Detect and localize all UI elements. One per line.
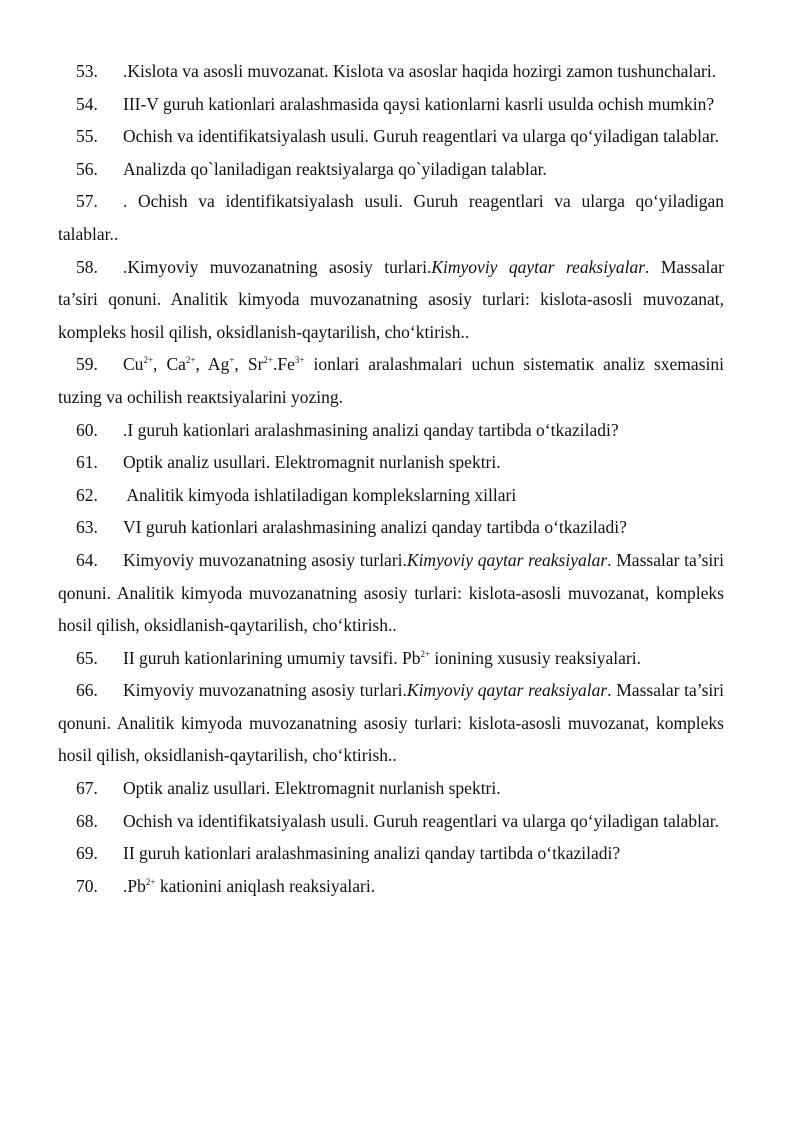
question-number: 70. [76,875,98,896]
question-item [58,870,724,903]
question-text: Analizda qo`laniladigan reaktsiyalarga qo`yiladigan talablar. [123,158,547,179]
question-text: . Massalar ta’siri qonuni. Analitik kimyoda muvozanatning asosiy turlari: kislota-asosli muvozanat, kompleks hosil qilish, oksidlanish-qaytarilish, cho‘ktirish.. [58,549,724,636]
question-item [58,642,724,675]
question-item [58,348,724,413]
italic-text: Kimyoviy qaytar reaksiyalar [406,680,608,701]
question-item [58,837,724,870]
charge-superscript: 2+ [420,648,431,659]
question-item [58,88,724,121]
question-number: 68. [76,810,98,831]
question-number: 55. [76,126,98,147]
question-text: .I guruh kationlari aralashmasining analizi qanday tartibda o‘tkaziladi? [123,419,619,440]
question-text: .Kislota va asosli muvozanat. Kislota va asoslar haqida hozirgi zamon tushunchalari. [123,61,717,81]
question-text: Ochish va identifikatsiyalash usuli. Guruh reagentlari va ularga qo‘yiladigan talablar. [123,810,719,831]
question-text: Ochish va identifikatsiyalash usuli. Guruh reagentlari va ularga qo‘yiladigan talablar. [123,126,719,147]
question-item [58,544,724,642]
question-number: 58. [76,256,98,277]
question-number: 57. [76,191,98,212]
question-item [58,414,724,447]
question-number: 69. [76,843,98,864]
question-number: 53. [76,61,98,81]
question-number: 60. [76,419,98,440]
question-item [58,120,724,153]
question-item [58,772,724,805]
question-text: Cu [123,354,144,375]
question-text: .Pb [123,875,146,896]
question-text: , Sr [234,354,264,375]
question-text: Optik analiz usullari. Elektromagnit nurlanish spektri. [123,452,501,473]
question-item [58,251,724,349]
question-item [58,153,724,186]
question-item [58,55,724,88]
question-text: II guruh kationlari aralashmasining analizi qanday tartibda o‘tkaziladi? [123,843,621,864]
question-number: 67. [76,778,98,799]
question-list [58,55,724,902]
question-item [58,511,724,544]
question-number: 66. [76,680,98,701]
question-text: ionining xususiy reaksiyalari. [430,647,641,668]
question-text: Kimyoviy muvozanatning asosiy turlari. [123,680,407,701]
question-number: 61. [76,452,98,473]
charge-superscript: + [229,355,235,366]
question-text: . Massalar ta’siri qonuni. Analitik kimyoda muvozanatning asosiy turlari: kislota-asosli muvozanat, kompleks hosil qilish, oksidlanish-qaytarilish, cho‘ktirish.. [58,680,724,766]
question-item [58,446,724,479]
question-text: kationini aniqlash reaksiyalari. [155,875,376,896]
question-text: , Ag [195,354,230,375]
question-text: ionlari aralashmalari uchun sistematiк analiz sxemasini tuzing va ochilish reaкtsiyalarini yozing. [58,354,724,407]
question-text: . Ochish va identifikatsiyalash usuli. Guruh reagentlari va ularga qo‘yiladigan talablar.. [58,191,724,244]
question-text: III-V guruh kationlari aralashmasida qaysi kationlarni kasrli usulda ochish mumkin? [123,93,715,114]
question-text: .Kimyoviy muvozanatning asosiy turlari. [123,256,432,277]
question-text: , Ca [153,354,186,375]
question-number: 64. [76,549,98,570]
question-item [58,479,724,512]
question-text: Optik analiz usullari. Elektromagnit nurlanish spektri. [123,778,501,799]
question-text: VI guruh kationlari aralashmasining analizi qanday tartibda o‘tkaziladi? [123,517,627,538]
question-number: 65. [76,647,98,668]
question-number: 63. [76,517,98,538]
charge-superscript: 2+ [263,355,273,366]
question-item [58,185,724,250]
italic-text: Kimyoviy qaytar reaksiyalar [431,256,646,277]
question-item [58,805,724,838]
question-text: .Fe [272,354,295,375]
charge-superscript: 2+ [185,355,196,366]
question-text: Kimyoviy muvozanatning asosiy turlari. [123,549,407,570]
question-text: Analitik kimyoda ishlatiladigan komplekslarning xillari [123,484,517,505]
question-number: 56. [76,158,98,179]
italic-text: Kimyoviy qaytar reaksiyalar [406,549,608,570]
question-number: 59. [76,354,98,375]
charge-superscript: 2+ [143,355,154,366]
charge-superscript: 3+ [294,355,305,366]
question-item [58,674,724,772]
charge-superscript: 2+ [145,876,156,887]
question-number: 62. [76,484,98,505]
question-text: II guruh kationlarining umumiy tavsifi. Pb [123,647,421,668]
question-number: 54. [76,93,98,114]
question-text: . Massalar ta’siri qonuni. Analitik kimyoda muvozanatning asosiy turlari: kislota-asosli muvozanat, kompleks hosil qilish, oksidlanish-qaytarilish, cho‘ktirish.. [58,256,724,342]
